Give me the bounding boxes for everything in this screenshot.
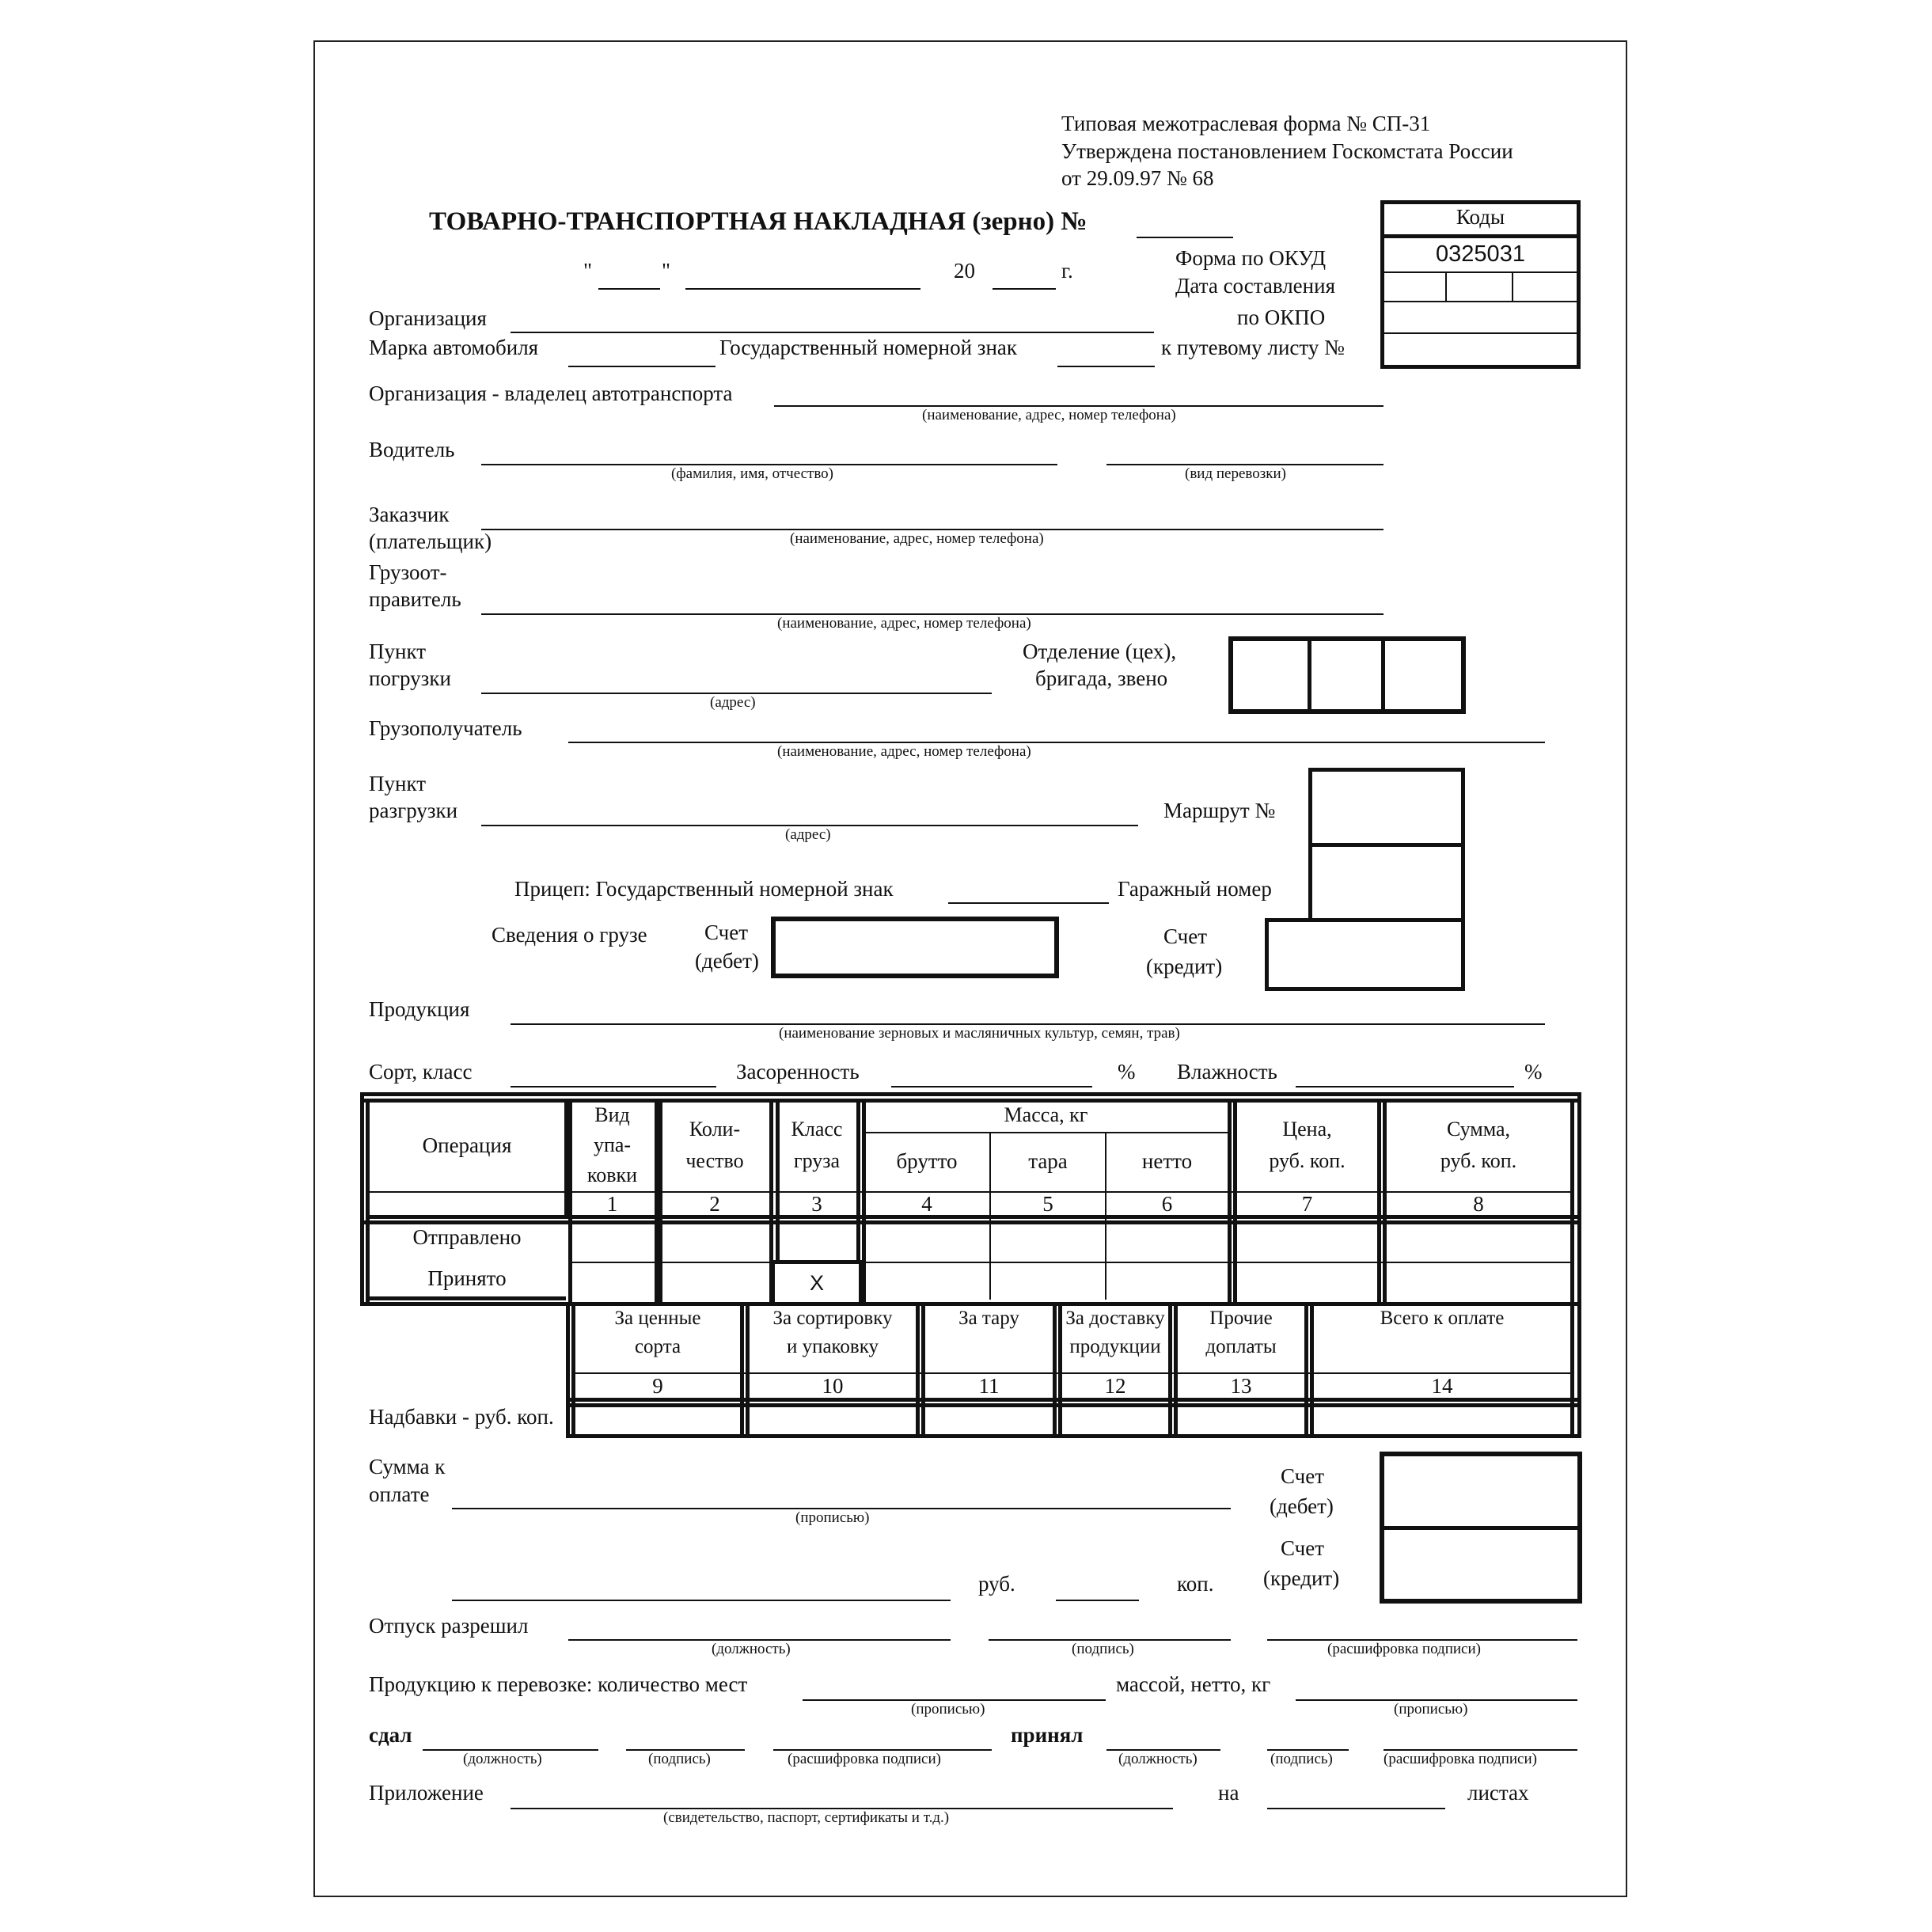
loading-hint: (адрес) bbox=[710, 694, 756, 711]
form-header-line3: от 29.09.97 № 68 bbox=[1061, 166, 1214, 190]
sum-amount-field[interactable] bbox=[452, 1600, 951, 1601]
consignee-label: Грузополучатель bbox=[369, 716, 522, 740]
organization-field[interactable] bbox=[511, 332, 1154, 333]
customer-label-2: (плательщик) bbox=[369, 529, 492, 553]
net-mass-label: массой, нетто, кг bbox=[1116, 1672, 1271, 1696]
th-container: За тару bbox=[958, 1308, 1019, 1329]
accepted-decoding-hint: (расшифровка подписи) bbox=[1384, 1751, 1537, 1767]
th-price: Цена, руб. коп. bbox=[1269, 1118, 1346, 1172]
shipper-hint: (наименование, адрес, номер телефона) bbox=[777, 615, 1031, 632]
transport-qty-hint: (прописью) bbox=[911, 1701, 985, 1718]
loading-label-2: погрузки bbox=[369, 666, 451, 690]
date-year-field[interactable] bbox=[993, 288, 1056, 290]
th-packaging: Вид упа- ковки bbox=[586, 1103, 638, 1186]
loading-label: Пункт bbox=[369, 640, 427, 663]
sum-label: Сумма к bbox=[369, 1455, 446, 1478]
row-sent-label: Отправлено bbox=[412, 1225, 522, 1249]
th-gross: брутто bbox=[896, 1149, 958, 1173]
unloading-hint: (адрес) bbox=[785, 826, 831, 843]
handed-decoding-hint: (расшифровка подписи) bbox=[788, 1751, 941, 1767]
okud-label: Форма по ОКУД bbox=[1175, 246, 1327, 270]
date-quote-close: " bbox=[662, 259, 671, 283]
th-net: нетто bbox=[1141, 1149, 1193, 1173]
pay-credit-label: Счет bbox=[1281, 1536, 1325, 1560]
row-received-label: Принято bbox=[427, 1266, 507, 1290]
date-compiled-label: Дата составления bbox=[1175, 274, 1335, 298]
grade-field[interactable] bbox=[511, 1086, 716, 1087]
unloading-label: Пункт bbox=[369, 772, 427, 795]
col-number: 3 bbox=[811, 1192, 822, 1216]
owner-org-label: Организация - владелец автотранспорта bbox=[369, 381, 733, 405]
date-quote-open: " bbox=[583, 259, 593, 283]
transport-kind-hint: (вид перевозки) bbox=[1185, 465, 1286, 482]
th-sorting: За сортировку и упаковку bbox=[772, 1308, 893, 1357]
credit-label-2: (кредит) bbox=[1146, 955, 1223, 978]
handed-label: сдал bbox=[369, 1723, 412, 1747]
form-header-line1: Типовая межотраслевая форма № СП-31 bbox=[1061, 112, 1431, 135]
col-number: 4 bbox=[921, 1192, 932, 1216]
humidity-label: Влажность bbox=[1177, 1060, 1277, 1084]
col-number: 9 bbox=[652, 1374, 663, 1398]
sum-label-2: оплате bbox=[369, 1482, 430, 1506]
on-label: на bbox=[1218, 1781, 1239, 1805]
product-label: Продукция bbox=[369, 997, 470, 1021]
th-tare: тара bbox=[1028, 1149, 1068, 1173]
okud-code: 0325031 bbox=[1436, 241, 1525, 267]
state-number-label: Государственный номерной знак bbox=[719, 336, 1018, 359]
col-number: 10 bbox=[822, 1374, 844, 1398]
impurity-percent: % bbox=[1118, 1060, 1136, 1084]
okpo-label: по ОКПО bbox=[1237, 306, 1326, 329]
pay-credit-label-2: (кредит) bbox=[1263, 1566, 1340, 1590]
col-number: 14 bbox=[1431, 1374, 1453, 1398]
organization-label: Организация bbox=[369, 306, 487, 330]
handed-signature-hint: (подпись) bbox=[648, 1751, 711, 1767]
grade-label: Сорт, класс bbox=[369, 1060, 473, 1084]
product-hint: (наименование зерновых и масляничных культур, семян, трав) bbox=[779, 1025, 1180, 1042]
department-box[interactable] bbox=[1228, 636, 1466, 714]
humidity-field[interactable] bbox=[1296, 1086, 1514, 1087]
trailer-number-field[interactable] bbox=[948, 902, 1109, 904]
col-number: 12 bbox=[1104, 1374, 1126, 1398]
customer-hint: (наименование, адрес, номер телефона) bbox=[790, 530, 1044, 547]
state-number-field[interactable] bbox=[1057, 366, 1155, 367]
attachment-label: Приложение bbox=[369, 1781, 484, 1805]
th-sum: Сумма, руб. коп. bbox=[1440, 1118, 1517, 1172]
handed-position-hint: (должность) bbox=[463, 1751, 542, 1767]
sum-hint: (прописью) bbox=[795, 1509, 870, 1526]
date-day-field[interactable] bbox=[598, 288, 660, 290]
th-delivery: За доставку продукции bbox=[1065, 1308, 1165, 1357]
form-header-line2: Утверждена постановлением Госкомстата России bbox=[1061, 139, 1513, 163]
department-label-2: бригада, звено bbox=[1035, 666, 1168, 690]
col-number: 5 bbox=[1042, 1192, 1053, 1216]
surcharges-row-label: Надбавки - руб. коп. bbox=[369, 1405, 554, 1429]
impurity-label: Засоренность bbox=[736, 1060, 860, 1084]
col-number: 8 bbox=[1473, 1192, 1484, 1216]
document-title: ТОВАРНО-ТРАНСПОРТНАЯ НАКЛАДНАЯ (зерно) № bbox=[429, 207, 1087, 236]
humidity-percent: % bbox=[1524, 1060, 1543, 1084]
col-number: 6 bbox=[1161, 1192, 1173, 1216]
col-number: 2 bbox=[709, 1192, 720, 1216]
accepted-signature-hint: (подпись) bbox=[1270, 1751, 1333, 1767]
trailer-label: Прицеп: Государственный номерной знак bbox=[514, 877, 894, 901]
shipper-label-2: правитель bbox=[369, 587, 461, 611]
th-mass: Масса, кг bbox=[1004, 1103, 1088, 1126]
kop-field[interactable] bbox=[1056, 1600, 1139, 1601]
sheets-count-field[interactable] bbox=[1267, 1808, 1445, 1809]
route-label: Маршрут № bbox=[1163, 799, 1276, 822]
release-signature-hint: (подпись) bbox=[1072, 1641, 1134, 1657]
debit-label-2: (дебет) bbox=[695, 949, 759, 973]
codes-header: Коды bbox=[1456, 205, 1505, 229]
net-mass-hint: (прописью) bbox=[1394, 1701, 1468, 1718]
th-other: Прочие доплаты bbox=[1205, 1308, 1277, 1357]
th-operation: Операция bbox=[422, 1133, 512, 1157]
consignee-field[interactable] bbox=[568, 742, 1545, 743]
department-label: Отделение (цех), bbox=[1023, 640, 1177, 663]
release-label: Отпуск разрешил bbox=[369, 1614, 529, 1638]
date-year-prefix: 20 bbox=[954, 259, 975, 283]
release-position-hint: (должность) bbox=[712, 1641, 791, 1657]
th-valuable-grades: За ценные сорта bbox=[614, 1308, 701, 1357]
impurity-field[interactable] bbox=[891, 1086, 1092, 1087]
th-quantity: Коли- чество bbox=[685, 1118, 744, 1172]
pay-debit-label: Счет bbox=[1281, 1464, 1325, 1488]
kop-label: коп. bbox=[1177, 1572, 1214, 1596]
col-number: 1 bbox=[606, 1192, 618, 1216]
received-class-mark: X bbox=[809, 1271, 824, 1295]
driver-hint: (фамилия, имя, отчество) bbox=[671, 465, 834, 482]
th-cargo-class: Класс груза bbox=[791, 1118, 843, 1172]
owner-org-hint: (наименование, адрес, номер телефона) bbox=[922, 407, 1176, 423]
col-number: 13 bbox=[1230, 1374, 1252, 1398]
waybill-label: к путевому листу № bbox=[1161, 336, 1345, 359]
rub-label: руб. bbox=[978, 1572, 1015, 1596]
garage-number-label: Гаражный номер bbox=[1118, 877, 1272, 901]
credit-label: Счет bbox=[1163, 924, 1208, 948]
accepted-position-hint: (должность) bbox=[1118, 1751, 1198, 1767]
customer-label: Заказчик bbox=[369, 503, 450, 526]
release-decoding-hint: (расшифровка подписи) bbox=[1327, 1641, 1481, 1657]
th-total: Всего к оплате bbox=[1380, 1308, 1505, 1329]
debit-account-box[interactable] bbox=[771, 917, 1059, 978]
document-number-field[interactable] bbox=[1137, 237, 1233, 238]
col-number: 7 bbox=[1301, 1192, 1313, 1216]
col-number: 11 bbox=[978, 1374, 1000, 1398]
attachment-hint: (свидетельство, паспорт, сертификаты и т.д.) bbox=[663, 1809, 950, 1826]
shipper-label: Грузоот- bbox=[369, 560, 447, 584]
driver-label: Водитель bbox=[369, 438, 455, 461]
transport-qty-label: Продукцию к перевозке: количество мест bbox=[369, 1672, 748, 1696]
debit-label: Счет bbox=[704, 920, 749, 944]
date-year-suffix: г. bbox=[1061, 259, 1073, 283]
cargo-info-label: Сведения о грузе bbox=[492, 923, 647, 947]
car-brand-label: Марка автомобиля bbox=[369, 336, 539, 359]
date-month-field[interactable] bbox=[685, 288, 920, 290]
sheets-label: листах bbox=[1467, 1781, 1529, 1805]
consignee-hint: (наименование, адрес, номер телефона) bbox=[777, 743, 1031, 760]
accepted-label: принял bbox=[1011, 1723, 1084, 1747]
unloading-label-2: разгрузки bbox=[369, 799, 458, 822]
car-brand-field[interactable] bbox=[568, 366, 715, 367]
pay-debit-label-2: (дебет) bbox=[1270, 1494, 1334, 1518]
